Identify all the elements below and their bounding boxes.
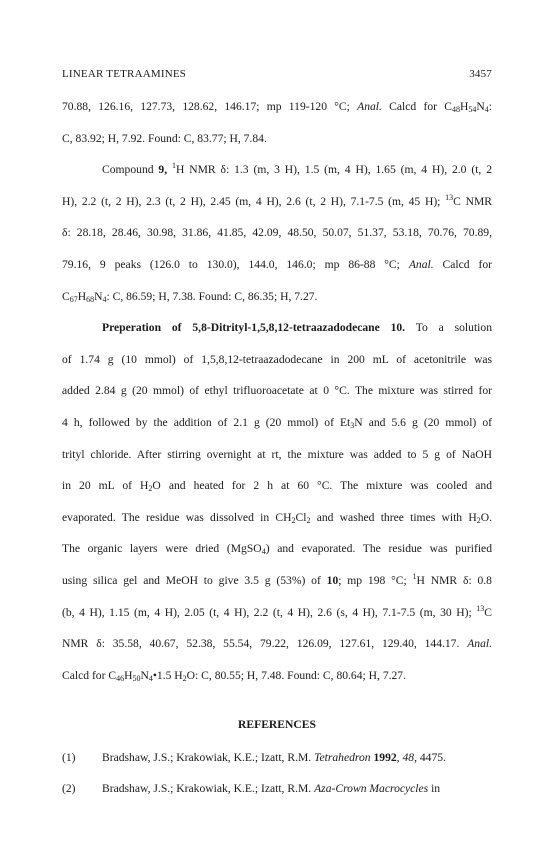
- text-line: of 1.74 g (10 mmol) of 1,5,8,12-tetraazadodecane in 200 mL of acetonitrile was: [62, 352, 492, 366]
- text-line: [62, 415, 492, 431]
- text-run: C: [484, 605, 492, 619]
- text-line: [62, 573, 492, 589]
- text-run: and washed three times with H: [310, 510, 477, 524]
- compound-number: 9,: [158, 163, 168, 177]
- text-line: [62, 510, 492, 526]
- text-run: 79.16, 9 peaks (126.0 to 130.0), 144.0, 146.0; mp 86-88 °C;: [62, 257, 409, 271]
- text-run: O and heated for 2 h at 60 °C. The mixture was cooled and: [152, 479, 492, 493]
- page-number: 3457: [469, 68, 492, 80]
- subscript: 3: [350, 420, 355, 430]
- text-run: •1.5 H: [152, 668, 183, 682]
- text-line: [62, 605, 492, 621]
- text-line: [62, 257, 492, 273]
- subscript: 4: [102, 294, 107, 304]
- section-run-in-heading: Preperation of 5,8-Ditrityl-1,5,8,12-tetraazadodecane 10.: [102, 321, 406, 335]
- subscript: 46: [116, 673, 125, 683]
- journal-name: Tetrahedron: [314, 750, 371, 764]
- superscript: 1: [412, 572, 417, 581]
- superscript: 13: [476, 604, 485, 613]
- subscript: 2: [291, 515, 296, 525]
- text-line: [62, 99, 492, 115]
- text-run: , 4475.: [414, 750, 446, 764]
- text-run: :: [488, 100, 492, 113]
- paragraph-continued: [62, 99, 492, 147]
- subscript: 2: [148, 484, 153, 494]
- publication-year: 1992: [373, 750, 397, 764]
- volume-number: 48: [402, 750, 415, 764]
- text-line: trityl chloride. After stirring overnight at rt, the mixture was added to 5 g of NaOH: [62, 447, 492, 461]
- text-run: C: [62, 289, 70, 303]
- text-run: 70.88, 126.16, 127.73, 128.62, 146.17; mp 119-120 °C;: [62, 100, 358, 113]
- text-run-italic: Anal.: [357, 100, 382, 113]
- text-run: Calcd for C: [381, 100, 452, 113]
- text-run: Cl: [295, 510, 307, 524]
- subscript: 2: [476, 515, 481, 525]
- text-run: O.: [480, 510, 492, 524]
- reference-number: (1): [62, 750, 76, 764]
- text-run: The organic layers were dried (MgSO: [62, 542, 262, 556]
- running-header: [62, 68, 492, 80]
- text-run: 4 h, followed by the addition of 2.1 g (20 mmol) of Et: [62, 415, 351, 429]
- subscript: 4: [484, 105, 489, 114]
- text-line: [62, 162, 492, 178]
- text-run: Bradshaw, J.S.; Krakowiak, K.E.; Izatt, R.M.: [102, 750, 315, 764]
- running-title: LINEAR TETRAAMINES: [62, 68, 187, 80]
- subscript: 2: [182, 673, 187, 683]
- book-title: Aza-Crown Macrocycles: [314, 781, 429, 795]
- text-run: H NMR δ: 1.3 (m, 3 H), 1.5 (m, 4 H), 1.65 (m, 4 H), 2.0 (t, 2: [176, 163, 492, 177]
- text-line: [62, 668, 492, 684]
- text-run: N: [94, 289, 103, 303]
- text-line: [62, 636, 492, 652]
- text-line: C, 83.92; H, 7.92. Found: C, 83.77; H, 7.84.: [62, 131, 267, 145]
- subscript: 4: [261, 547, 266, 557]
- reference-text: [102, 781, 440, 797]
- text-run: ; mp 198 °C;: [338, 573, 413, 587]
- text-line: [62, 541, 492, 557]
- references-heading: REFERENCES: [238, 717, 316, 731]
- reference-item: [62, 781, 492, 797]
- subscript: 67: [69, 294, 78, 304]
- text-run: evaporated. The residue was dissolved in CH: [62, 510, 292, 524]
- text-run: Calcd for: [433, 257, 492, 271]
- superscript: 1: [172, 162, 176, 171]
- subscript: 4: [148, 673, 153, 683]
- text-run: : C, 86.59; H, 7.38. Found: C, 86.35; H, 7.27.: [106, 289, 318, 303]
- reference-number: (2): [62, 781, 76, 795]
- text-line: [62, 289, 492, 305]
- text-run-italic: Anal.: [408, 257, 434, 271]
- text-run: N: [476, 100, 485, 113]
- text-run: Calcd for C: [62, 668, 117, 682]
- text-run: ) and evaporated. The residue was purified: [265, 542, 492, 556]
- text-line: [62, 194, 492, 210]
- text-run: ,: [396, 750, 403, 764]
- text-run: H: [460, 100, 469, 113]
- subscript: 50: [132, 673, 141, 683]
- subscript: 68: [86, 294, 95, 304]
- reference-item: [62, 750, 492, 766]
- text-run: using silica gel and MeOH to give 3.5 g (53%) of: [62, 573, 327, 587]
- text-run: O: C, 80.55; H, 7.48. Found: C, 80.64; H, 7.27.: [186, 668, 407, 682]
- text-run-italic: Anal.: [467, 637, 492, 651]
- text-run: in 20 mL of H: [62, 479, 149, 493]
- text-line: added 2.84 g (20 mmol) of ethyl trifluoroacetate at 0 °C. The mixture was stirred for: [62, 384, 492, 398]
- text-run: N: [140, 668, 149, 682]
- page-body: [62, 68, 492, 812]
- reference-text: [102, 750, 446, 766]
- text-run: H NMR δ: 0.8: [416, 573, 492, 587]
- subscript: 54: [468, 105, 477, 114]
- text-line: δ: 28.18, 28.46, 30.98, 31.86, 41.85, 42.09, 48.50, 50.07, 51.37, 53.18, 70.76, 70.89,: [62, 226, 492, 240]
- paragraph-preparation-10: [62, 320, 492, 684]
- text-run: N and 5.6 g (20 mmol) of: [354, 415, 492, 429]
- text-run: H), 2.2 (t, 2 H), 2.3 (t, 2 H), 2.45 (m, 4 H), 2.6 (t, 2 H), 7.1-7.5 (m, 45 H);: [62, 194, 446, 208]
- superscript: 13: [445, 193, 454, 202]
- subscript: 48: [452, 105, 460, 114]
- text-run: C NMR: [453, 194, 492, 208]
- compound-number: 10: [326, 573, 339, 587]
- text-run: H: [77, 289, 87, 303]
- text-run: in: [428, 781, 441, 795]
- paragraph-compound-9: [62, 162, 492, 304]
- text-run: To a solution: [405, 321, 492, 335]
- text-run: Compound: [102, 163, 159, 177]
- text-run: NMR δ: 35.58, 40.67, 52.38, 55.54, 79.22, 126.09, 127.61, 129.40, 144.17.: [62, 637, 468, 651]
- text-run: Bradshaw, J.S.; Krakowiak, K.E.; Izatt, R.M.: [102, 781, 315, 795]
- text-line: [62, 320, 492, 336]
- subscript: 2: [306, 515, 311, 525]
- text-run: (b, 4 H), 1.15 (m, 4 H), 2.05 (t, 4 H), 2.2 (t, 4 H), 2.6 (s, 4 H), 7.1-7.5 (m, 30 H);: [62, 605, 477, 619]
- text-run: H: [124, 668, 133, 682]
- text-line: [62, 478, 492, 494]
